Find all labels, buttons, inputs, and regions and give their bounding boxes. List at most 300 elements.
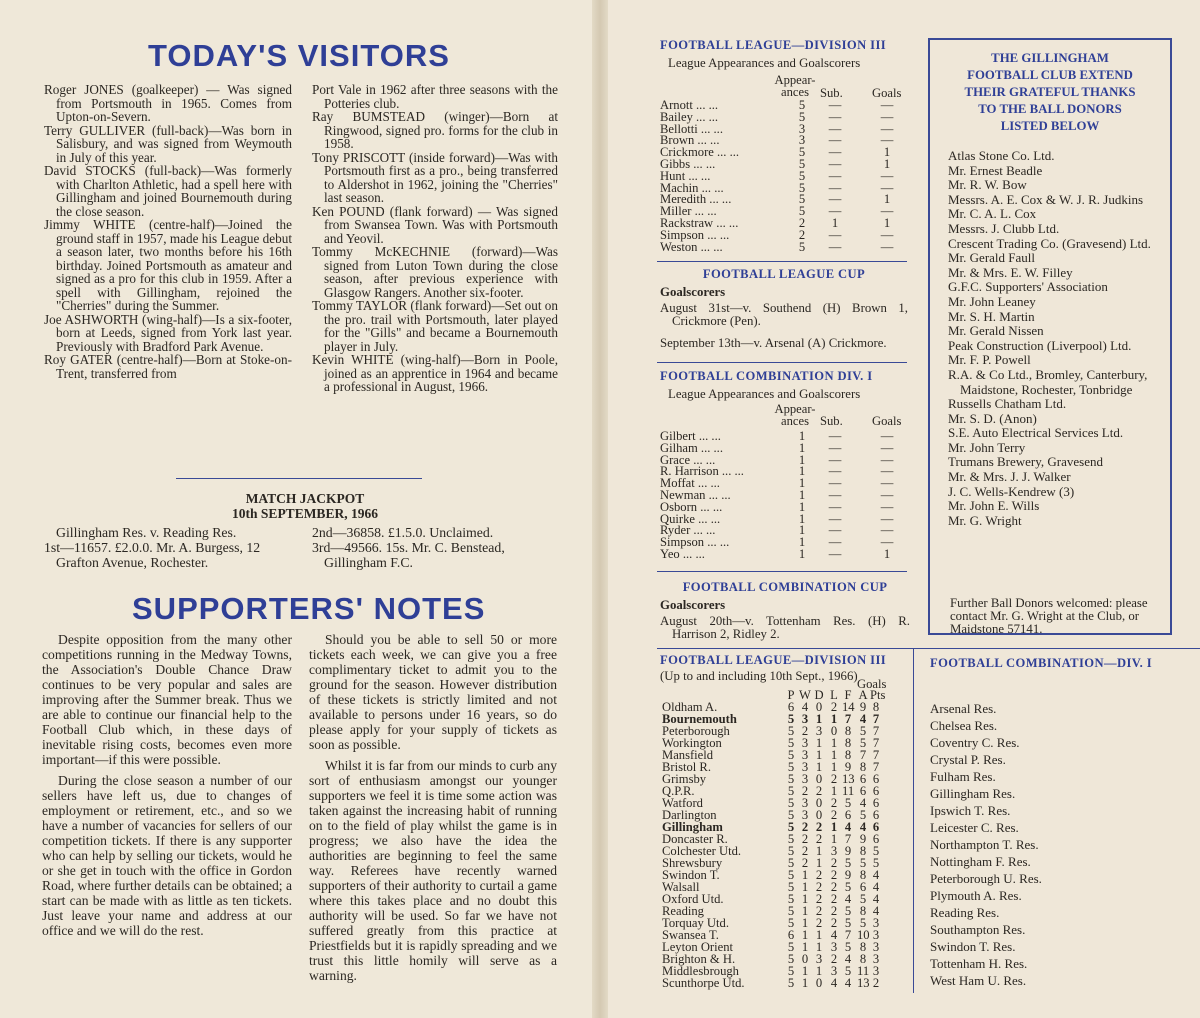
goals: 1 — [883, 215, 891, 230]
stat-cell: 5 — [859, 724, 867, 738]
donor-item: S.E. Auto Electrical Services Ltd. — [948, 425, 1124, 441]
stat-cell: 2 — [801, 784, 809, 798]
stat-cell: 5 — [859, 808, 867, 822]
stat-cell: 1 — [815, 748, 823, 762]
column-divider — [913, 648, 914, 993]
stat-cell: 4 — [844, 820, 852, 834]
player-bio: Jimmy WHITE (centre-half)—Joined the ground staff in 1957, made his League debut a season later, two months before his 16th birthday. Joined Portsmouth as amateur and signed as a pro for this club in 1959. After a spell with Gillingham, rejoined the "Cherries" during the Summer. — [44, 217, 292, 313]
stat-cell: 2 — [830, 880, 838, 894]
page-gutter — [592, 0, 608, 1018]
substitutions: — — [828, 98, 842, 112]
stat-cell: 1 — [801, 964, 809, 978]
stat-cell: 1 — [815, 712, 823, 726]
stat-cell: 5 — [787, 772, 795, 786]
stat-cell: 4 — [859, 820, 867, 834]
player-bio: Port Vale in 1962 after three seasons with the Potteries club. — [312, 82, 558, 111]
stat-cell: 6 — [859, 772, 867, 786]
team-name: Gillingham Res. — [930, 786, 1016, 801]
divider — [176, 478, 422, 479]
stat-cell: 7 — [872, 712, 880, 726]
player-bio: Tommy McKECHNIE (forward)—Was signed from Luton Town during the close season, after previous experience with Glasgow Rangers. Another six-footer. — [312, 244, 558, 300]
stat-cell: 2 — [815, 916, 823, 930]
team-name: Arsenal Res. — [930, 701, 997, 716]
stat-cell: 4 — [872, 880, 880, 894]
stat-cell: 8 — [859, 952, 867, 966]
visitors-title: TODAY'S VISITORS — [148, 38, 450, 73]
stat-cell: 7 — [844, 832, 852, 846]
column-header: D — [814, 688, 824, 702]
player-bio: Roy GATER (centre-half)—Born at Stoke-on-Trent, transferred from — [44, 352, 292, 381]
donor-item: Mr. G. Wright — [948, 512, 1022, 528]
jackpot-left: Gillingham Res. v. Reading Res. 1st—11657. £2.0.0. Mr. A. Burgess, 12 Grafton Avenue, Rochester. — [44, 525, 261, 570]
left-page — [0, 0, 592, 1018]
stat-cell: 2 — [801, 724, 809, 738]
goals: — — [880, 204, 894, 219]
column-header: W — [799, 688, 811, 702]
stat-cell: 0 — [815, 796, 823, 810]
player-name: Machin ... ... — [660, 180, 724, 195]
stat-cell: 5 — [787, 976, 795, 990]
appearances: 5 — [798, 204, 806, 219]
stat-cell: 5 — [787, 784, 795, 798]
goals: — — [880, 476, 894, 491]
stat-cell: 5 — [787, 832, 795, 846]
donor-item: Trumans Brewery, Gravesend — [948, 454, 1104, 470]
donor-item: J. C. Wells-Kendrew (3) — [948, 483, 1075, 499]
stat-cell: 2 — [830, 868, 838, 882]
team-name: Middlesbrough — [662, 964, 739, 978]
table-row — [660, 239, 910, 254]
stat-cell: 1 — [801, 916, 809, 930]
team-name: West Ham U. Res. — [930, 973, 1027, 988]
team-name: Crystal P. Res. — [930, 752, 1006, 767]
player-name: Meredith ... ... — [660, 192, 732, 207]
stat-cell: 11 — [842, 784, 855, 798]
stat-cell: 9 — [844, 844, 852, 858]
supporters-column-2 — [309, 632, 557, 989]
stat-cell: 6 — [859, 784, 867, 798]
stat-cell: 8 — [844, 736, 852, 750]
goals: — — [880, 239, 894, 254]
stat-cell: 3 — [830, 844, 838, 858]
stat-cell: 8 — [859, 868, 867, 882]
stat-cell: 4 — [830, 976, 838, 990]
goals: — — [880, 180, 894, 195]
substitutions: — — [828, 546, 842, 561]
appearances: 1 — [798, 464, 806, 479]
player-name: Gibbs ... ... — [660, 156, 716, 171]
donor-item: Crescent Trading Co. (Gravesend) Ltd. — [948, 235, 1151, 251]
stat-cell: 6 — [787, 700, 795, 714]
player-name: Osborn ... ... — [660, 499, 723, 514]
team-name: Northampton T. Res. — [930, 837, 1039, 852]
appearances: 5 — [798, 239, 806, 254]
stat-cell: 3 — [801, 748, 809, 762]
stat-cell: 5 — [859, 916, 867, 930]
appearances: 5 — [798, 109, 806, 124]
stat-cell: 1 — [801, 892, 809, 906]
stat-cell: 13 — [857, 976, 870, 990]
substitutions: — — [828, 156, 842, 171]
donor-item: Mr. Ernest Beadle — [948, 162, 1043, 178]
stat-cell: 2 — [830, 904, 838, 918]
substitutions: — — [828, 121, 842, 136]
appearances: 5 — [798, 192, 806, 207]
donor-item: Mr. Gerald Faull — [948, 250, 1036, 266]
stat-cell: 5 — [787, 736, 795, 750]
stat-cell: 11 — [857, 964, 870, 978]
appearances: 5 — [798, 145, 806, 160]
stat-cell: 1 — [830, 748, 838, 762]
substitutions: — — [828, 239, 842, 254]
stat-cell: 8 — [872, 700, 880, 714]
team-name: Workington — [662, 736, 722, 750]
player-bio: Ray BUMSTEAD (winger)—Born at Ringwood, signed pro. forms for the club in 1958. — [312, 109, 558, 151]
stat-cell: 5 — [787, 892, 795, 906]
paragraph: Whilst it is far from our minds to curb any sort of enthusiasm amongst our younger supporters we feel it is time some action was taken against the increasing habit of running on to the field of play whilst the game is in progress; we also have the idea the authorities are beginning to feel the same way. Referees have recently warned supporters of their authority to curtail a game where this takes place and no doubt this authority will be used. So far we have not suffered greatly from this practice at Priestfields but it is rapidly spreading and we trust this little homily will serve as a warning. — [309, 758, 557, 983]
player-bio: Kevin WHITE (wing-half)—Born in Poole, joined as an apprentice in 1964 and became a professional in August, 1966. — [312, 352, 558, 394]
player-name: Moffat ... ... — [660, 476, 720, 491]
stat-cell: 1 — [815, 736, 823, 750]
player-name: Simpson ... ... — [660, 227, 730, 242]
stat-cell: 7 — [872, 736, 880, 750]
goals: — — [880, 523, 894, 538]
goals: — — [880, 499, 894, 514]
ball-donors-box — [928, 38, 1172, 635]
stat-cell: 4 — [872, 904, 880, 918]
stat-cell: 0 — [815, 700, 823, 714]
team-name: Leyton Orient — [662, 940, 733, 954]
team-name: Tottenham H. Res. — [930, 956, 1028, 971]
div3-table-header: FOOTBALL LEAGUE—DIVISION III (Up to and including 10th Sept., 1966) — [660, 653, 887, 683]
stat-cell: 5 — [787, 940, 795, 954]
substitutions: — — [828, 511, 842, 526]
stat-cell: 5 — [787, 952, 795, 966]
appearances: 2 — [798, 215, 806, 230]
stat-cell: 1 — [801, 880, 809, 894]
substitutions: — — [828, 429, 842, 443]
stat-cell: 4 — [844, 952, 852, 966]
team-name: Reading — [662, 904, 704, 918]
team-name: Darlington — [662, 808, 717, 822]
stat-cell: 2 — [801, 856, 809, 870]
jackpot-title: MATCH JACKPOT 10th SEPTEMBER, 1966 — [232, 491, 378, 521]
stat-cell: 5 — [787, 712, 795, 726]
substitutions: — — [828, 440, 842, 455]
stat-cell: 0 — [815, 772, 823, 786]
stat-cell: 3 — [801, 760, 809, 774]
stat-cell: 8 — [859, 760, 867, 774]
stat-cell: 5 — [787, 856, 795, 870]
donor-item: Mr. F. P. Powell — [948, 352, 1031, 368]
player-name: Crickmore ... ... — [660, 145, 740, 160]
goals: — — [880, 121, 894, 136]
stat-cell: 1 — [801, 940, 809, 954]
goals: 1 — [883, 546, 891, 561]
appearances: 3 — [798, 121, 806, 136]
paragraph: Should you be able to sell 50 or more tickets each week, we can give you a free complimentary ticket to admit you to the ground for the season. However distribution of these tickets is strictly limited and not available to persons under 16 years, so do please apply for your supply of tickets as soon as possible. — [309, 632, 557, 752]
jackpot-right: 2nd—36858. £1.5.0. Unclaimed. 3rd—49566. 15s. Mr. C. Benstead, Gillingham F.C. — [312, 525, 505, 570]
appearances: 5 — [798, 168, 806, 183]
appearances: 3 — [798, 133, 806, 148]
donor-item: Mr. R. W. Bow — [948, 177, 1027, 193]
player-name: Weston ... ... — [660, 239, 723, 254]
stat-cell: 5 — [787, 880, 795, 894]
donor-item: Mr. & Mrs. J. J. Walker — [948, 469, 1071, 485]
substitutions: — — [828, 227, 842, 242]
player-name: Bailey ... ... — [660, 109, 719, 124]
stat-cell: 5 — [844, 904, 852, 918]
stat-cell: 1 — [815, 964, 823, 978]
substitutions: 1 — [831, 215, 839, 230]
player-name: Gilham ... ... — [660, 440, 723, 455]
player-name: Brown ... ... — [660, 133, 720, 148]
column-header: Pts — [870, 688, 886, 702]
stat-cell: 2 — [830, 916, 838, 930]
stat-cell: 7 — [872, 760, 880, 774]
stat-cell: 5 — [787, 964, 795, 978]
player-name: Quirke ... ... — [660, 511, 721, 526]
team-name: Plymouth A. Res. — [930, 888, 1022, 903]
stat-cell: 7 — [859, 748, 867, 762]
supporters-column-1 — [42, 632, 292, 944]
stat-cell: 6 — [872, 832, 880, 846]
donor-item: Mr. John Terry — [948, 439, 1026, 455]
team-name: Ipswich T. Res. — [930, 803, 1011, 818]
player-bio: Tommy TAYLOR (flank forward)—Set out on the pro. trail with Portsmouth, later played for the "Gills" and became a Bournemouth player in July. — [312, 298, 558, 354]
team-name: Brighton & H. — [662, 952, 736, 966]
stat-cell: 3 — [801, 796, 809, 810]
stat-cell: 1 — [830, 784, 838, 798]
substitutions: — — [828, 499, 842, 514]
stat-cell: 5 — [859, 892, 867, 906]
stat-cell: 3 — [830, 940, 838, 954]
team-name: Doncaster R. — [662, 832, 728, 846]
stat-cell: 1 — [801, 868, 809, 882]
stat-cell: 5 — [844, 916, 852, 930]
player-name: Bellotti ... ... — [660, 121, 723, 136]
player-bio: Joe ASHWORTH (wing-half)—Is a six-footer, born at Leeds, signed from York last year. Previously with Bradford Park Avenue. — [44, 311, 292, 354]
appearances: 5 — [798, 156, 806, 171]
stat-cell: 3 — [801, 808, 809, 822]
goals-header: Goals — [872, 86, 902, 100]
stat-cell: 5 — [787, 820, 795, 834]
stat-cell: 4 — [801, 700, 809, 714]
donor-item: Mr. John Leaney — [948, 293, 1036, 309]
team-name: Oldham A. — [662, 700, 718, 714]
stat-cell: 8 — [859, 844, 867, 858]
stat-cell: 3 — [801, 772, 809, 786]
stat-cell: 1 — [830, 832, 838, 846]
goals: 1 — [883, 156, 891, 171]
stat-cell: 3 — [872, 940, 880, 954]
donor-item: Mr. & Mrs. E. W. Filley — [948, 264, 1073, 280]
stat-cell: 5 — [787, 748, 795, 762]
goals: — — [880, 227, 894, 242]
supporters-title: SUPPORTERS' NOTES — [132, 591, 486, 626]
stat-cell: 1 — [830, 760, 838, 774]
stat-cell: 1 — [801, 928, 809, 942]
player-name: Ryder ... ... — [660, 523, 716, 538]
div3-apps-header: FOOTBALL LEAGUE—DIVISION III League Appearances and Goalscorers — [660, 38, 887, 70]
goals: — — [880, 535, 894, 550]
player-bio: Ken POUND (flank forward) — Was signed from Swansea Town. Was with Portsmouth and Yeovil. — [312, 203, 558, 246]
donors-footer: Further Ball Donors welcomed: please contact Mr. G. Wright at the Club, or Maidstone 57141. — [950, 596, 1148, 636]
player-name: R. Harrison ... ... — [660, 464, 744, 479]
donor-item: Mr. S. D. (Anon) — [948, 410, 1037, 426]
team-name: Swansea T. — [662, 928, 719, 942]
stat-cell: 3 — [815, 952, 823, 966]
player-name: Grace ... ... — [660, 452, 716, 467]
player-name: Arnott ... ... — [660, 98, 719, 112]
stat-cell: 5 — [787, 760, 795, 774]
comb-apps-table — [660, 431, 910, 561]
divider — [657, 571, 907, 572]
appearances: 1 — [798, 476, 806, 491]
stat-cell: 2 — [815, 880, 823, 894]
stat-cell: 5 — [787, 916, 795, 930]
stat-cell: 3 — [801, 736, 809, 750]
goals: 1 — [883, 145, 891, 160]
visitors-column-2 — [312, 83, 558, 394]
stat-cell: 1 — [801, 976, 809, 990]
team-name: Scunthorpe Utd. — [662, 976, 745, 990]
stat-cell: 7 — [872, 724, 880, 738]
substitutions: — — [828, 192, 842, 207]
player-name: Miller ... ... — [660, 204, 717, 219]
stat-cell: 8 — [859, 940, 867, 954]
goals: — — [880, 98, 894, 112]
stat-cell: 3 — [801, 712, 809, 726]
stat-cell: 9 — [844, 760, 852, 774]
stat-cell: 2 — [801, 832, 809, 846]
team-name: Gillingham — [662, 820, 723, 834]
stat-cell: 3 — [815, 724, 823, 738]
goals-label: Goals — [857, 677, 887, 691]
team-name: Chelsea Res. — [930, 718, 998, 733]
player-bio: Terry GULLIVER (full-back)—Was born in Salisbury, and was signed from Weymouth in July of this year. — [44, 122, 292, 165]
stat-cell: 13 — [842, 772, 855, 786]
appearances: 1 — [798, 429, 806, 443]
league-table — [662, 689, 912, 989]
goals: — — [880, 168, 894, 183]
stat-cell: 8 — [844, 748, 852, 762]
stat-cell: 4 — [830, 928, 838, 942]
stat-cell: 5 — [859, 736, 867, 750]
donor-item: Mr. S. H. Martin — [948, 308, 1035, 324]
team-name: Bournemouth — [662, 712, 737, 726]
goals: 1 — [883, 192, 891, 207]
substitutions: — — [828, 464, 842, 479]
stat-cell: 8 — [844, 724, 852, 738]
stat-cell: 6 — [872, 808, 880, 822]
stat-cell: 5 — [859, 856, 867, 870]
stat-cell: 1 — [815, 760, 823, 774]
substitutions: — — [828, 204, 842, 219]
appearances: 1 — [798, 487, 806, 502]
stat-cell: 6 — [872, 784, 880, 798]
donor-item: Mr. Gerald Nissen — [948, 323, 1044, 339]
column-header: L — [830, 688, 838, 702]
stat-cell: 2 — [815, 820, 823, 834]
stat-cell: 7 — [844, 712, 852, 726]
substitutions: — — [828, 180, 842, 195]
league-cup-section: FOOTBALL LEAGUE CUP Goalscorers August 31st—v. Southend (H) Brown 1, Crickmore (Pen). September 13th—v. Arsenal (A) Crickmore. — [660, 267, 908, 350]
stat-cell: 2 — [815, 904, 823, 918]
team-name: Torquay Utd. — [662, 916, 729, 930]
stat-cell: 0 — [801, 952, 809, 966]
appearances: 5 — [798, 98, 806, 112]
stat-cell: 5 — [787, 808, 795, 822]
appearances: 1 — [798, 440, 806, 455]
div3-apps-col-head: Appear- ances — [774, 73, 816, 99]
substitutions: — — [828, 133, 842, 148]
stat-cell: 4 — [872, 892, 880, 906]
divider — [657, 648, 1200, 649]
stat-cell: 5 — [787, 724, 795, 738]
player-name: Rackstraw ... ... — [660, 215, 739, 230]
team-name: Nottingham F. Res. — [930, 854, 1031, 869]
sub-header: Sub. — [820, 86, 843, 100]
comb-apps-col-head: Appear- ances — [774, 402, 816, 428]
stat-cell: 6 — [872, 820, 880, 834]
comb-cup-section: FOOTBALL COMBINATION CUP Goalscorers August 20th—v. Tottenham Res. (H) R. Harrison 2, Ridley 2. — [660, 580, 910, 641]
stat-cell: 6 — [872, 796, 880, 810]
player-name: Simpson ... ... — [660, 535, 730, 550]
goals: — — [880, 464, 894, 479]
donor-item: Mr. John E. Wills — [948, 498, 1040, 514]
donor-item: Messrs. J. Clubb Ltd. — [948, 220, 1060, 236]
team-name: Q.P.R. — [662, 784, 695, 798]
combination-header: FOOTBALL COMBINATION—DIV. I — [930, 656, 1153, 670]
stat-cell: 14 — [842, 700, 855, 714]
table-row — [662, 977, 912, 989]
stat-cell: 2 — [801, 820, 809, 834]
stat-cell: 1 — [815, 928, 823, 942]
donor-item: R.A. & Co Ltd., Bromley, Canterbury, Maidstone, Rochester, Tonbridge — [948, 366, 1148, 397]
team-name: Colchester Utd. — [662, 844, 742, 858]
appearances: 1 — [798, 452, 806, 467]
stat-cell: 2 — [830, 772, 838, 786]
substitutions: — — [828, 487, 842, 502]
stat-cell: 1 — [830, 736, 838, 750]
column-header: P — [787, 688, 795, 702]
stat-cell: 2 — [815, 784, 823, 798]
appearances: 2 — [798, 227, 806, 242]
stat-cell: 1 — [801, 904, 809, 918]
team-name: Watford — [662, 796, 703, 810]
stat-cell: 2 — [815, 868, 823, 882]
donor-item: Messrs. A. E. Cox & W. J. R. Judkins — [948, 191, 1144, 207]
div3-apps-table — [660, 100, 910, 253]
stat-cell: 4 — [859, 712, 867, 726]
stat-cell: 5 — [844, 880, 852, 894]
stat-cell: 1 — [815, 844, 823, 858]
paragraph: During the close season a number of our sellers have left us, due to changes of employment or retirement, etc., and so we have a number of vacancies for sellers of our competition tickets. If there is any supporter who can help by selling our tickets, would he or she get in touch with the office in Gordon Road, where further details can be obtained; a start can be made with as little as ten tickets. Just leave your name and address at our office and we will do the rest. — [42, 773, 292, 938]
stat-cell: 6 — [872, 772, 880, 786]
goals: — — [880, 452, 894, 467]
stat-cell: 5 — [787, 868, 795, 882]
appearances: 1 — [798, 523, 806, 538]
stat-cell: 5 — [844, 856, 852, 870]
substitutions: — — [828, 535, 842, 550]
donors-list — [948, 149, 1170, 528]
stat-cell: 3 — [872, 928, 880, 942]
stat-cell: 1 — [830, 712, 838, 726]
stat-cell: 5 — [787, 796, 795, 810]
stat-cell: 6 — [859, 880, 867, 894]
team-name: Swindon T. Res. — [930, 939, 1016, 954]
